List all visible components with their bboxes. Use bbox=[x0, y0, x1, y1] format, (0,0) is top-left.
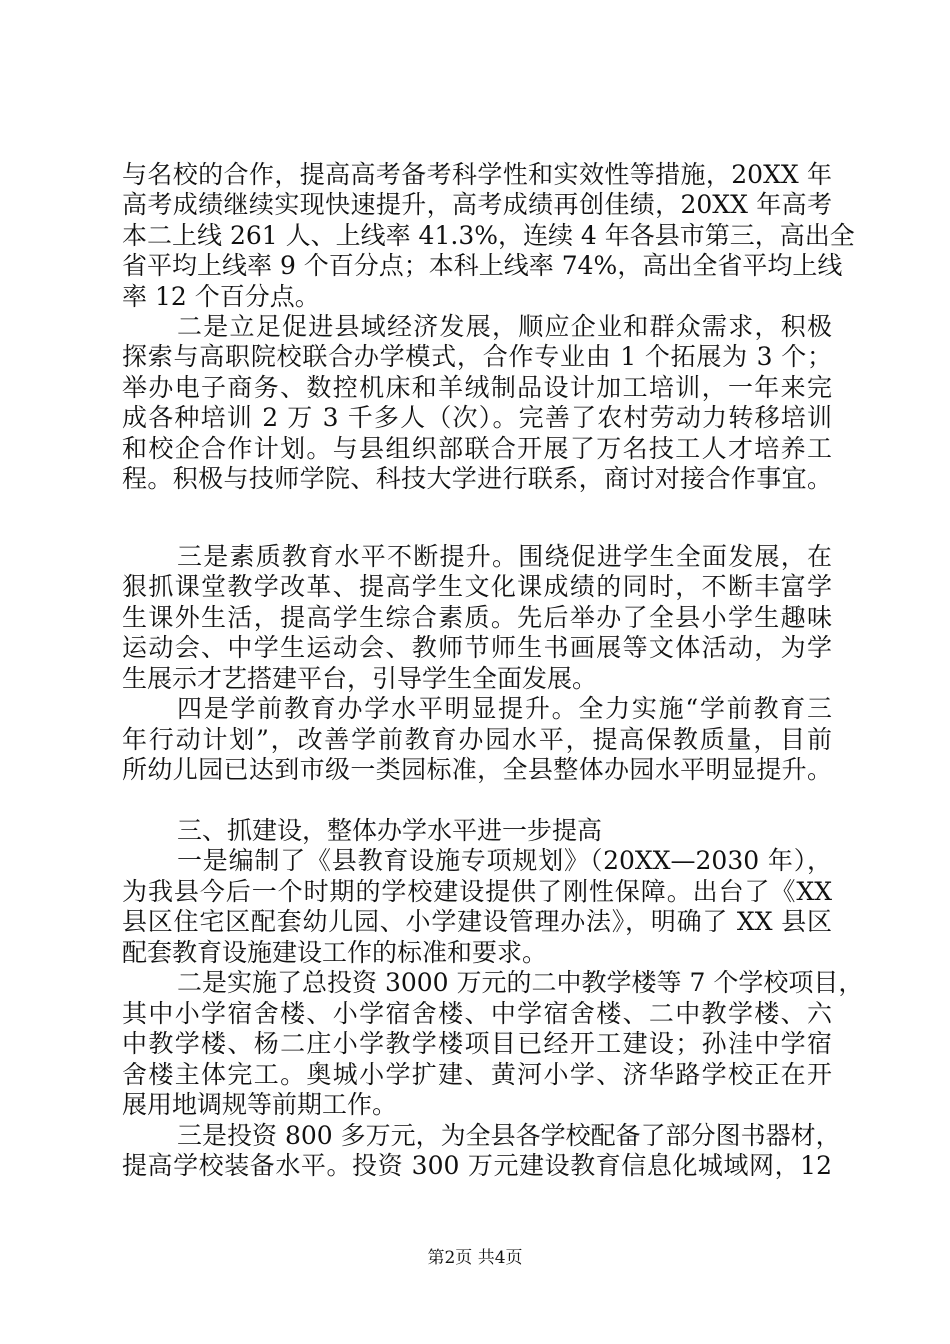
text-line: 所幼儿园已达到市级一类园标准，全县整体办园水平明显提升。 bbox=[122, 755, 832, 784]
text-line: 成各种培训 2 万 3 千多人（次）。完善了农村劳动力转移培训 bbox=[122, 403, 832, 432]
text-line: 生课外生活，提高学生综合素质。先后举办了全县小学生趣味 bbox=[122, 603, 832, 632]
page-footer: 第2页 共4页 bbox=[427, 1248, 523, 1268]
text-line: 省平均上线率 9 个百分点；本科上线率 74%，高出全省平均上线 bbox=[122, 251, 843, 280]
text-line: 狠抓课堂教学改革、提高学生文化课成绩的同时，不断丰富学 bbox=[122, 572, 832, 601]
text-line: 本二上线 261 人、上线率 41.3%，连续 4 年各县市第三，高出全 bbox=[122, 221, 855, 250]
text-line: 探索与高职院校联合办学模式，合作专业由 1 个拓展为 3 个； bbox=[122, 342, 832, 371]
text-line: 率 12 个百分点。 bbox=[122, 282, 320, 311]
text-line: 和校企合作计划。与县组织部联合开展了万名技工人才培养工 bbox=[122, 434, 832, 463]
text-line: 高考成绩继续实现快速提升，高考成绩再创佳绩，20XX 年高考 bbox=[122, 190, 832, 219]
text-line: 运动会、中学生运动会、教师节师生书画展等文体活动，为学 bbox=[122, 633, 832, 662]
text-line: 县区住宅区配套幼儿园、小学建设管理办法》，明确了 XX 县区 bbox=[122, 907, 832, 936]
text-line: 生展示才艺搭建平台，引导学生全面发展。 bbox=[122, 664, 598, 693]
text-line: 中教学楼、杨二庄小学教学楼项目已经开工建设；孙洼中学宿 bbox=[122, 1029, 832, 1058]
text-line: 展用地调规等前期工作。 bbox=[122, 1090, 398, 1119]
text-line: 三是素质教育水平不断提升。围绕促进学生全面发展，在 bbox=[177, 542, 832, 571]
text-line: 与名校的合作，提高高考备考科学性和实效性等措施，20XX 年 bbox=[122, 160, 832, 189]
text-line: 为我县今后一个时期的学校建设提供了刚性保障。出台了《XX bbox=[122, 877, 832, 906]
text-line: 一是编制了《县教育设施专项规划》（20XX—2030 年）， bbox=[177, 846, 832, 875]
text-line: 三、抓建设，整体办学水平进一步提高 bbox=[177, 816, 603, 845]
text-line: 舍楼主体完工。奥城小学扩建、黄河小学、济华路学校正在开 bbox=[122, 1060, 832, 1089]
text-line: 举办电子商务、数控机床和羊绒制品设计加工培训，一年来完 bbox=[122, 373, 832, 402]
text-line: 提高学校装备水平。投资 300 万元建设教育信息化城域网，12 bbox=[122, 1151, 832, 1180]
text-line: 程。积极与技师学院、科技大学进行联系，商讨对接合作事宜。 bbox=[122, 464, 832, 493]
text-line: 年行动计划”，改善学前教育办园水平，提高保教质量，目前 bbox=[122, 725, 832, 754]
text-line: 三是投资 800 多万元，为全县各学校配备了部分图书器材， bbox=[177, 1121, 841, 1150]
text-line: 配套教育设施建设工作的标准和要求。 bbox=[122, 938, 548, 967]
text-line: 四是学前教育办学水平明显提升。全力实施“学前教育三 bbox=[177, 694, 832, 723]
text-line: 其中小学宿舍楼、小学宿舍楼、中学宿舍楼、二中教学楼、六 bbox=[122, 999, 832, 1028]
text-line: 二是实施了总投资 3000 万元的二中教学楼等 7 个学校项目， bbox=[177, 968, 864, 997]
text-line: 二是立足促进县域经济发展，顺应企业和群众需求，积极 bbox=[177, 312, 832, 341]
